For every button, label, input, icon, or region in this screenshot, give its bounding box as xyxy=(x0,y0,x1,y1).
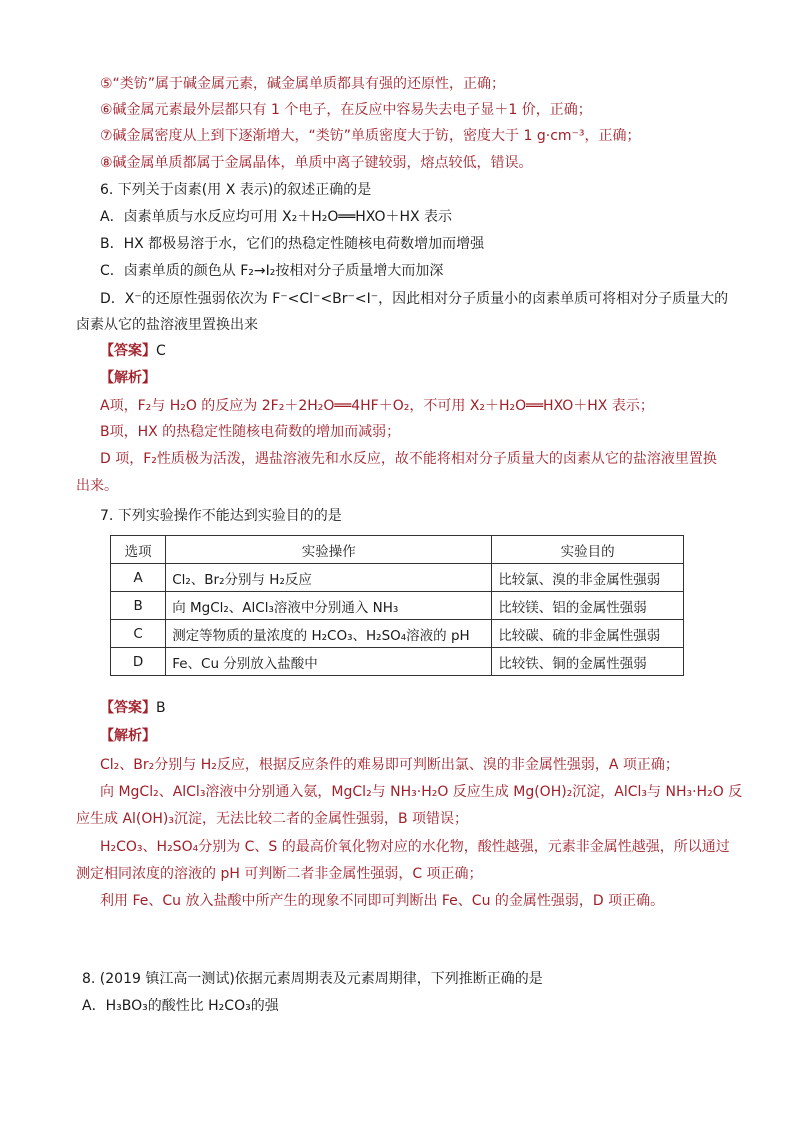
item-8: ⑧碱金属单质都属于金属晶体，单质中离子键较弱，熔点较低，错误。 xyxy=(100,155,533,171)
answer-label: 【答案】 xyxy=(100,343,156,359)
q6-stem: 6. 下列关于卤素(用 X 表示)的叙述正确的是 xyxy=(100,182,372,198)
q7-analysis-b-cont: 应生成 Al(OH)₃沉淀，无法比较二者的金属性强弱，B 项错误； xyxy=(76,811,469,827)
table-header-operation: 实验操作 xyxy=(166,536,492,564)
answer-value: B xyxy=(156,700,166,716)
q6-option-a: A．卤素单质与水反应均可用 X₂＋H₂O══HXO＋HX 表示 xyxy=(100,209,453,225)
q7-analysis-a: Cl₂、Br₂分别与 H₂反应，根据反应条件的难易即可判断出氯、溴的非金属性强弱，A 项正确； xyxy=(100,757,679,773)
table-cell-goal: 比较铁、铜的金属性强弱 xyxy=(492,648,684,676)
q6-option-d: D．X⁻的还原性强弱依次为 F⁻<Cl⁻<Br⁻<I⁻，因此相对分子质量小的卤素单质可将相对分子质量大的 xyxy=(100,291,729,307)
table-cell-operation: 测定等物质的量浓度的 H₂CO₃、H₂SO₄溶液的 pH xyxy=(166,620,492,648)
q6-analysis-label: 【解析】 xyxy=(100,370,156,386)
q6-answer xyxy=(100,340,700,362)
item-6: ⑥碱金属元素最外层都只有 1 个电子，在反应中容易失去电子显＋1 价，正确； xyxy=(100,102,592,118)
table-cell-goal: 比较氯、溴的非金属性强弱 xyxy=(492,564,684,592)
table-cell-option: A xyxy=(111,564,166,592)
q6-option-d-cont: 卤素从它的盐溶液里置换出来 xyxy=(76,317,258,333)
q7-analysis-c: H₂CO₃、H₂SO₄分别为 C、S 的最高价氧化物对应的水化物，酸性越强，元素非金属性越强，所以通过 xyxy=(100,839,730,855)
q7-analysis-label: 【解析】 xyxy=(100,728,156,744)
q7-answer xyxy=(100,697,700,719)
item-7: ⑦碱金属密度从上到下逐渐增大，“类钫”单质密度大于钫，密度大于 1 g·cm⁻³，正确； xyxy=(100,128,641,144)
table-header-row xyxy=(111,536,684,564)
q7-analysis-d: 利用 Fe、Cu 放入盐酸中所产生的现象不同即可判断出 Fe、Cu 的金属性强弱，D 项正确。 xyxy=(100,893,665,909)
q7-stem: 7. 下列实验操作不能达到实验目的的是 xyxy=(100,508,342,524)
table-cell-goal: 比较碳、硫的非金属性强弱 xyxy=(492,620,684,648)
table-row xyxy=(111,564,684,592)
table-cell-option: D xyxy=(111,648,166,676)
table-cell-operation: Cl₂、Br₂分别与 H₂反应 xyxy=(166,564,492,592)
q6-option-b: B．HX 都极易溶于水，它们的热稳定性随核电荷数增加而增强 xyxy=(100,236,485,252)
q6-analysis-a: A项，F₂与 H₂O 的反应为 2F₂＋2H₂O══4HF＋O₂，不可用 X₂＋H₂O══HXO＋HX 表示； xyxy=(100,398,654,414)
experiment-table xyxy=(110,535,684,676)
item-5: ⑤“类钫”属于碱金属元素，碱金属单质都具有强的还原性，正确； xyxy=(100,76,506,92)
table-header-goal: 实验目的 xyxy=(492,536,684,564)
table-row xyxy=(111,592,684,620)
q6-analysis-d-cont: 出来。 xyxy=(76,478,118,494)
q8-stem: 8. (2019 镇江高一测试)依据元素周期表及元素周期律，下列推断正确的是 xyxy=(82,971,543,987)
table-cell-goal: 比较镁、铝的金属性强弱 xyxy=(492,592,684,620)
q6-analysis-d: D 项，F₂性质极为活泼，遇盐溶液先和水反应，故不能将相对分子质量大的卤素从它的盐溶液里置换 xyxy=(100,451,717,467)
q7-analysis-b: 向 MgCl₂、AlCl₃溶液中分别通入氨，MgCl₂与 NH₃·H₂O 反应生成 Mg(OH)₂沉淀，AlCl₃与 NH₃·H₂O 反 xyxy=(100,784,743,800)
q7-analysis-c-cont: 测定相同浓度的溶液的 pH 可判断二者非金属性强弱，C 项正确； xyxy=(76,866,483,882)
q6-option-c: C．卤素单质的颜色从 F₂→I₂按相对分子质量增大而加深 xyxy=(100,263,444,279)
table-cell-option: C xyxy=(111,620,166,648)
table-cell-option: B xyxy=(111,592,166,620)
q8-option-a: A．H₃BO₃的酸性比 H₂CO₃的强 xyxy=(82,998,279,1014)
answer-value: C xyxy=(156,343,166,359)
table-header-option: 选项 xyxy=(111,536,166,564)
table-row xyxy=(111,620,684,648)
table-row xyxy=(111,648,684,676)
table-cell-operation: Fe、Cu 分别放入盐酸中 xyxy=(166,648,492,676)
table-cell-operation: 向 MgCl₂、AlCl₃溶液中分别通入 NH₃ xyxy=(166,592,492,620)
q6-analysis-b: B项，HX 的热稳定性随核电荷数的增加而减弱； xyxy=(100,424,401,440)
answer-label: 【答案】 xyxy=(100,700,156,716)
